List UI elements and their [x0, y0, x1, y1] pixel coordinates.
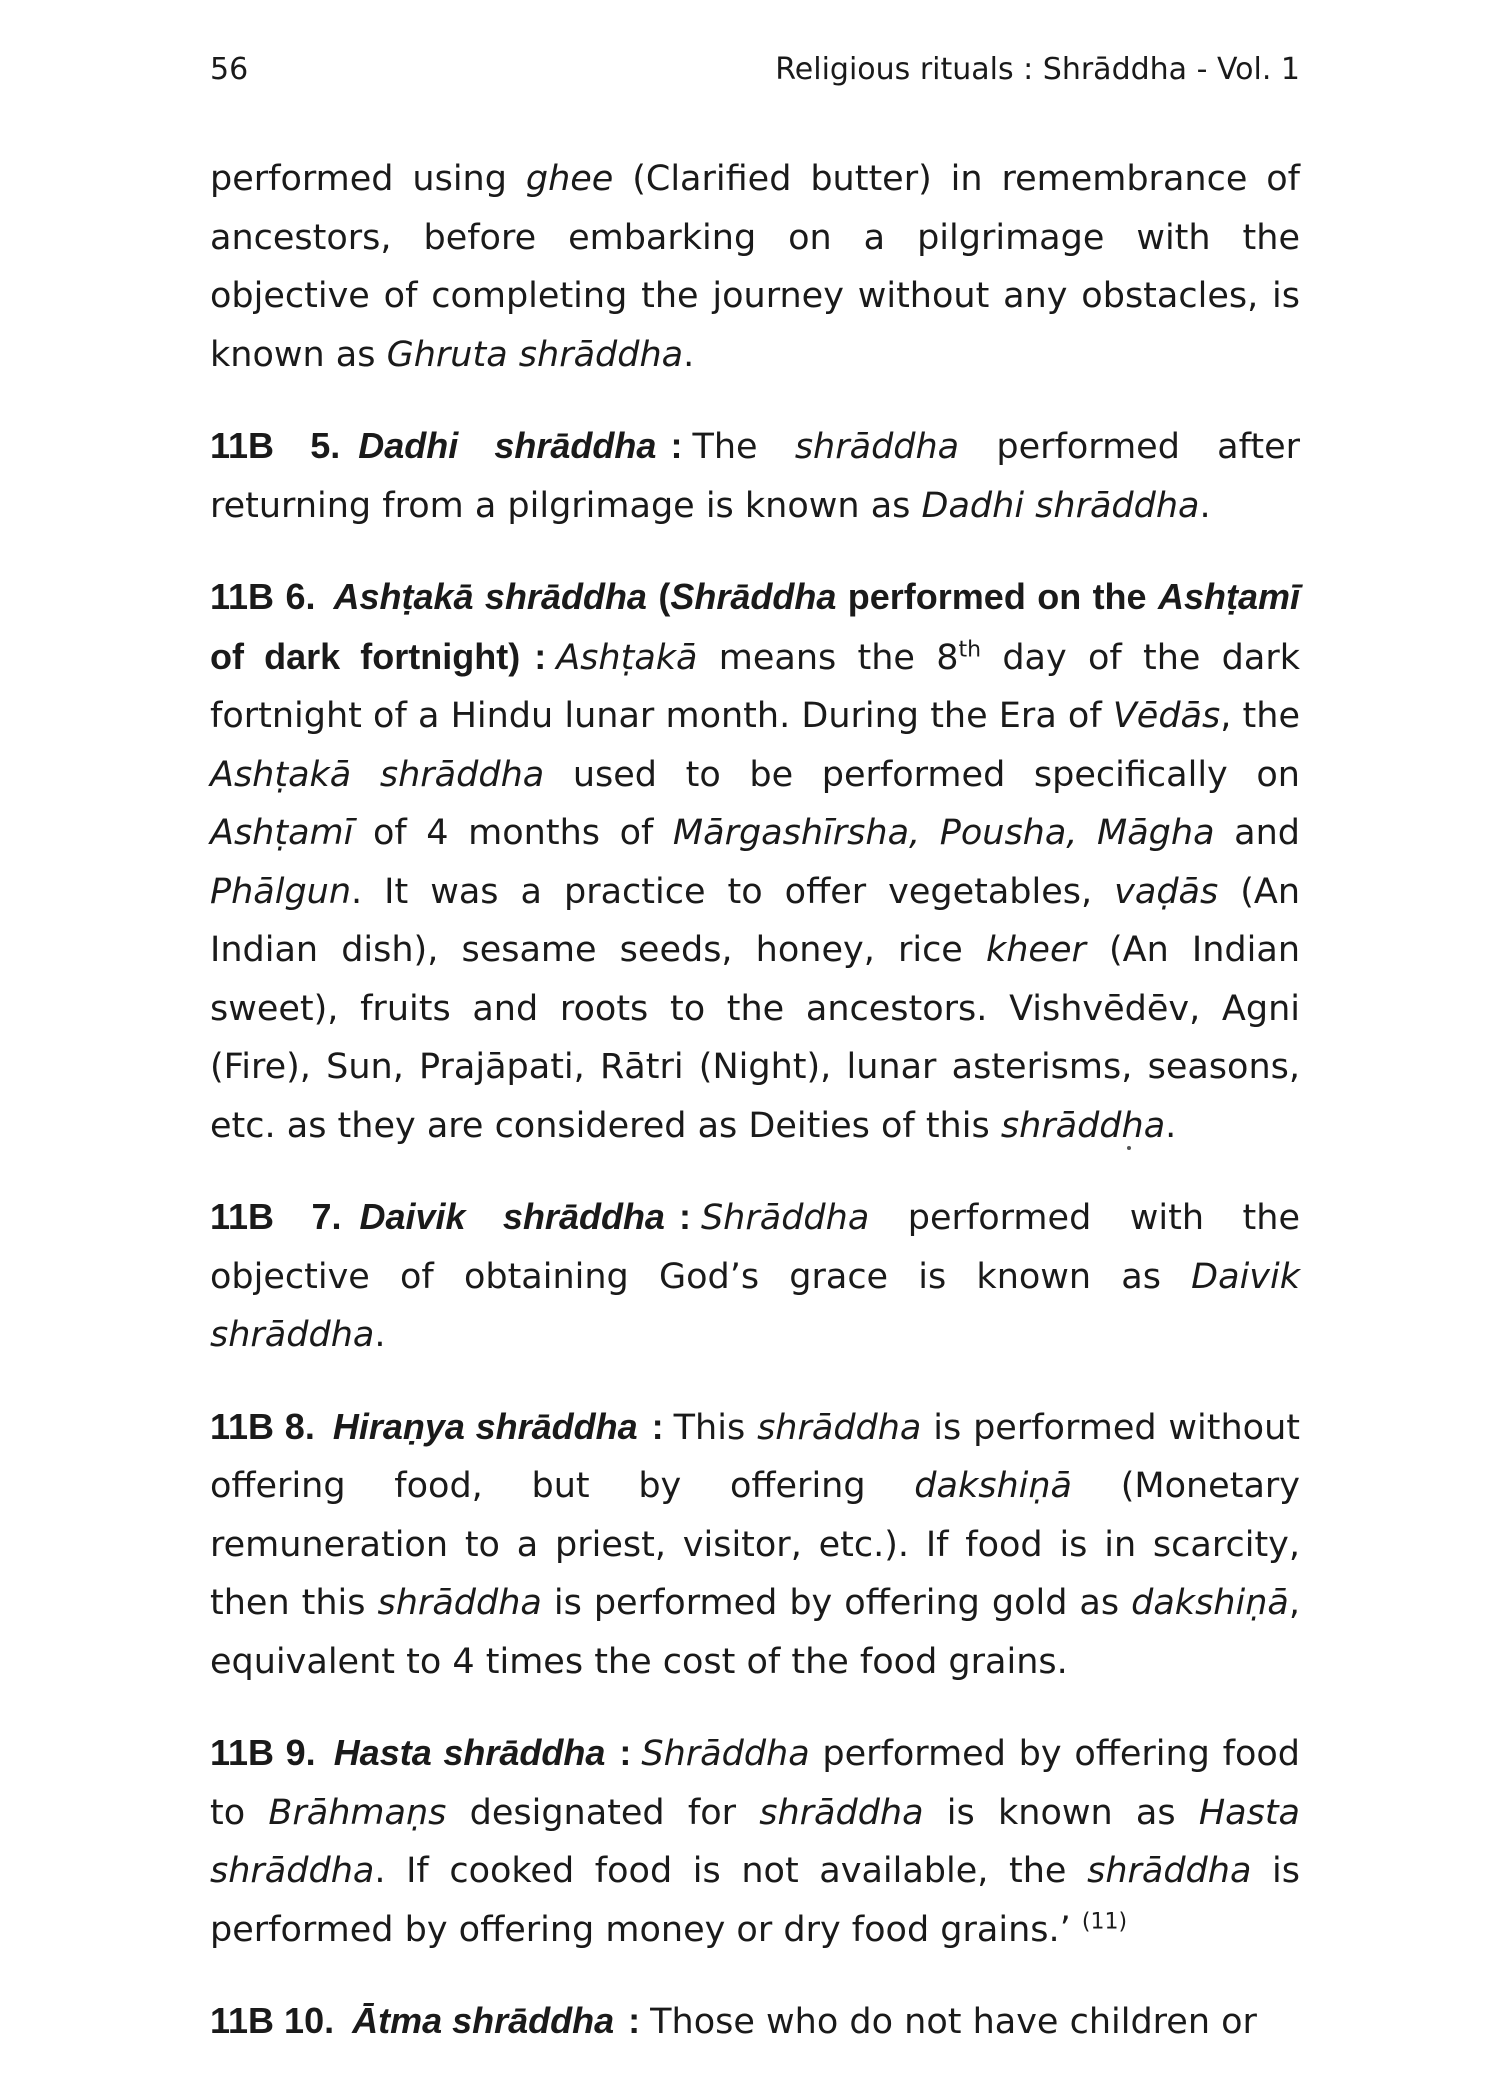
page-number: 56	[210, 52, 249, 87]
section-11b5: 11B 5. Dadhi shrāddha : The shrāddha performed after returning from a pilgrimage is known as Dadhi shrāddha.	[210, 425, 1300, 526]
section-number: 11B 7.	[210, 1196, 342, 1237]
section-number: 11B 8.	[210, 1405, 315, 1447]
section-title: Ātma shrāddha	[352, 2000, 615, 2041]
section-title: Ashṭakā shrāddha	[333, 576, 647, 617]
paragraph-ghruta-continuation: performed using ghee (Clarified butter) in remembrance of ancestors, before embarking on a pilgrimage with the objective of completing the journey without any obstacles, is known as Ghruta shrāddha.	[210, 159, 1300, 375]
section-number: 11B 5.	[210, 425, 341, 466]
page-body	[210, 150, 1300, 2085]
section-11b6: 11B 6. Ashṭakā shrāddha (Shrāddha performed on the Ashṭamī of dark fortnight) : Ashṭakā means the 8th day of the dark fortnight of a Hindu lunar month. During the Era of Vēdās, the Ashṭakā shrāddha used to be performed specifically on Ashṭamī of 4 months of Mārgashīrsha, Pousha, Māgha and Phālgun. It was a practice to offer vegetables, vaḍās (An Indian dish), sesame seeds, honey, rice kheer (An Indian sweet), fruits and roots to the ancestors. Vishvēdēv, Agni (Fire), Sun, Prajāpati, Rātri (Night), lunar asterisms, seasons, etc. as they are considered as Deities of this shrāddha.	[210, 576, 1301, 1146]
section-11b9: 11B 9. Hasta shrāddha : Shrāddha performed by offering food to Brāhmaṇs designated for shrāddha is known as Hasta shrāddha. If cooked food is not available, the shrāddha is performed by offering money or dry food grains.’ $^{(11)}$	[210, 1732, 1300, 1950]
section-11b10: 11B 10. Ātma shrāddha : Those who do not have children or	[210, 2000, 1257, 2042]
section-number: 11B 10.	[210, 2000, 335, 2041]
footnote-ref: (11)	[1081, 1908, 1128, 1934]
section-number: 11B 6.	[210, 576, 316, 617]
section-title: Hasta shrāddha	[333, 1732, 606, 1773]
section-11b7: 11B 7. Daivik shrāddha : Shrāddha performed with the objective of obtaining God’s grace is known as Daivik shrāddha.	[210, 1196, 1300, 1355]
print-speck	[1127, 1146, 1131, 1150]
section-number: 11B 9.	[210, 1732, 316, 1773]
section-title: Hiraṇya shrāddha	[332, 1405, 638, 1447]
section-title: Dadhi shrāddha	[358, 425, 657, 466]
running-title: Religious rituals : Shrāddha - Vol. 1	[775, 52, 1300, 87]
section-11b8: 11B 8. Hiraṇya shrāddha : This shrāddha is performed without offering food, but by offering dakshiṇā (Monetary remuneration to a priest, visitor, etc.). If food is in scarcity, then this shrāddha is performed by offering gold as dakshiṇā, equivalent to 4 times the cost of the food grains.	[210, 1405, 1300, 1682]
section-title: Daivik shrāddha	[359, 1196, 665, 1237]
